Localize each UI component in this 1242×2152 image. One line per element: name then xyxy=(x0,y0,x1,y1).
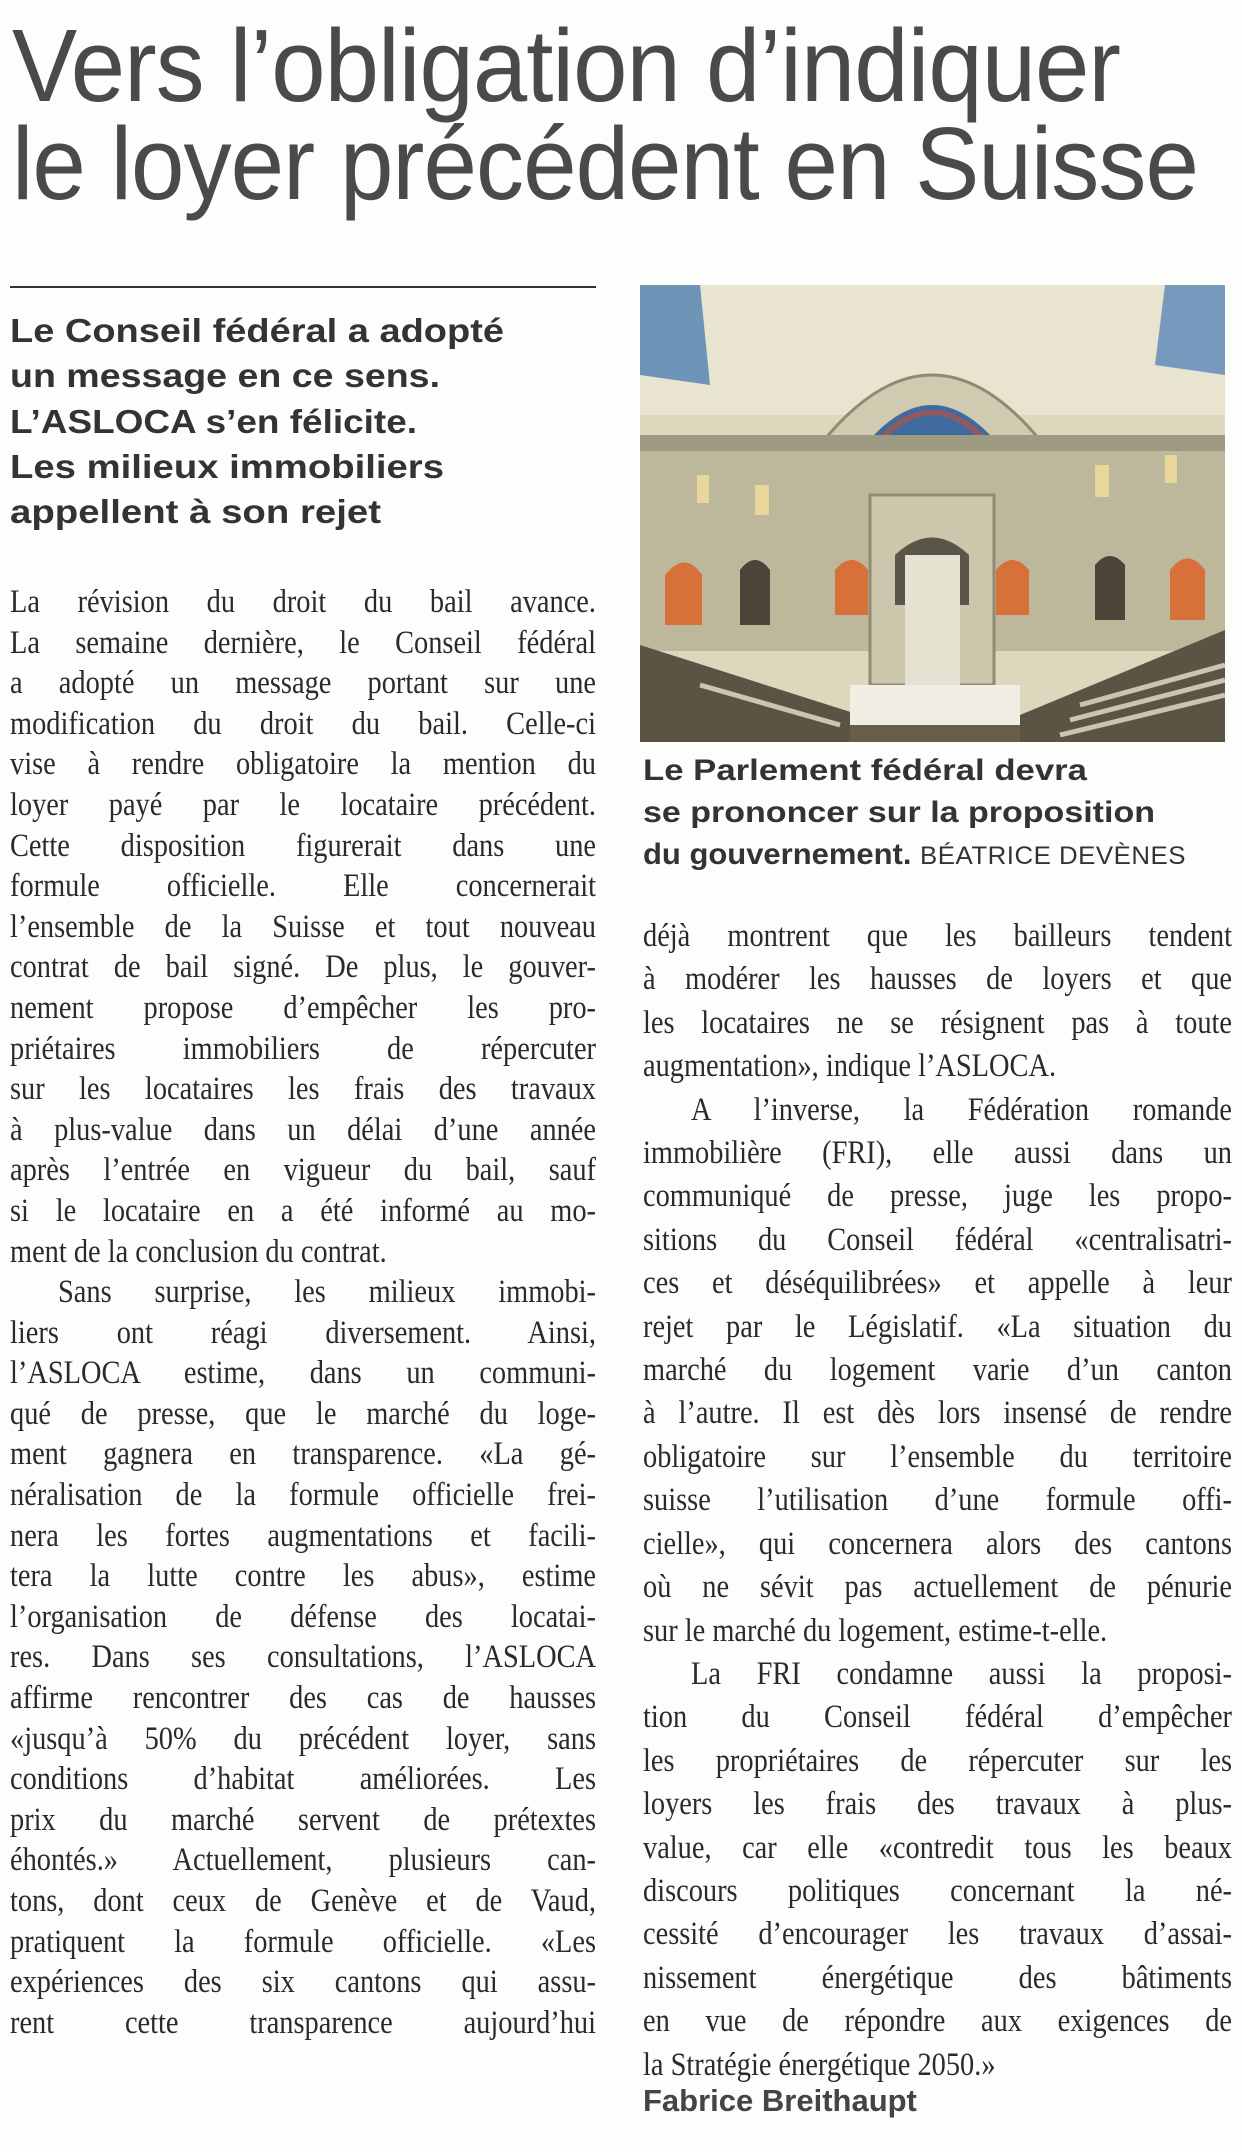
text-line: ment gagnera en transparence. «La gé- xyxy=(10,1436,596,1473)
deck-line: un message en ce sens. xyxy=(10,357,440,395)
text-line: nement propose d’empêcher les pro- xyxy=(10,989,597,1026)
photo-credit: BÉATRICE DEVÈNES xyxy=(920,842,1186,870)
text-line: tons, dont ceux de Genève et de Vaud, xyxy=(10,1883,596,1919)
caption-text: du gouvernement. xyxy=(643,838,912,871)
text-line: vise à rendre obligatoire la mention du xyxy=(10,746,596,783)
text-line: les locataires ne se résignent pas à toute xyxy=(643,1004,1232,1041)
text-line: La révision du droit du bail avance. xyxy=(10,584,596,620)
caption-line: se prononcer sur la proposition xyxy=(643,796,1155,829)
text-line: déjà montrent que les bailleurs tendent xyxy=(643,918,1233,954)
text-line: pratiquent la formule officielle. «Les xyxy=(10,1923,596,1960)
text-line: après l’entrée en vigueur du bail, sauf xyxy=(10,1152,597,1189)
article-column-left xyxy=(10,582,596,2043)
text-line: La FRI condamne aussi la proposi- xyxy=(691,1655,1233,1692)
text-line: rent cette transparence aujourd’hui xyxy=(10,2004,596,2041)
text-line: cessité d’encourager les travaux d’assai- xyxy=(643,1916,1232,1953)
caption-line: Le Parlement fédéral devra xyxy=(643,754,1087,787)
text-line: Cette disposition figurerait dans une xyxy=(10,827,597,864)
text-line: éhontés.» Actuellement, plusieurs can- xyxy=(10,1842,597,1879)
deck-line: Les milieux immobiliers xyxy=(10,447,444,485)
stained-glass-left xyxy=(640,285,710,385)
text-line: a adopté un message portant sur une xyxy=(10,665,597,702)
lead-deck xyxy=(10,308,504,534)
text-line: à modérer les hausses de loyers et que xyxy=(643,961,1233,998)
deck-line: appellent à son rejet xyxy=(10,493,381,531)
text-line: augmentation», indique l’ASLOCA. xyxy=(643,1048,1057,1085)
parliament-hall-photo xyxy=(640,285,1225,742)
article-column-right xyxy=(643,915,1232,2087)
headline xyxy=(12,8,1242,221)
headline-line-2: le loyer précédent en Suisse xyxy=(12,106,1198,221)
text-line: liers ont réagi diversement. Ainsi, xyxy=(10,1314,597,1351)
text-line: à l’autre. Il est dès lors insensé de rendre xyxy=(643,1395,1232,1432)
text-line: obligatoire sur l’ensemble du territoire xyxy=(643,1438,1232,1475)
text-line: sur le marché du logement, estime-t-elle. xyxy=(643,1612,1108,1649)
text-line: à plus-value dans un délai d’une année xyxy=(10,1111,596,1148)
text-line: modification du droit du bail. Celle-ci xyxy=(10,705,596,742)
text-line: formule officielle. Elle concernerait xyxy=(10,868,596,905)
text-line: en vue de répondre aux exigences de xyxy=(643,2003,1233,2040)
text-line: A l’inverse, la Fédération romande xyxy=(691,1091,1232,1128)
text-line: l’organisation de défense des locatai- xyxy=(10,1598,596,1635)
text-line: l’ASLOCA estime, dans un communi- xyxy=(10,1355,596,1392)
text-line: contrat de bail signé. De plus, le gouver- xyxy=(10,949,596,986)
text-line: prix du marché servent de prétextes xyxy=(10,1801,596,1838)
headline-line-1: Vers l’obligation d’indiquer xyxy=(12,8,1120,123)
deck-line: Le Conseil fédéral a adopté xyxy=(10,312,504,349)
text-line: conditions d’habitat améliorées. Les xyxy=(10,1761,597,1798)
text-line: néralisation de la formule officielle frei- xyxy=(10,1477,596,1514)
statue-group xyxy=(905,555,960,685)
deck-divider xyxy=(10,286,596,288)
text-line: cielle», qui concernera alors des cantons xyxy=(643,1525,1232,1562)
stained-glass-right xyxy=(1155,285,1225,375)
text-line: nera les fortes augmentations et facili- xyxy=(10,1517,596,1554)
text-line: sur les locataires les frais des travaux xyxy=(10,1071,596,1108)
deck-line: L’ASLOCA s’en félicite. xyxy=(10,402,417,440)
text-line: immobilière (FRI), elle aussi dans un xyxy=(643,1135,1233,1172)
caption-line xyxy=(643,834,1186,877)
text-line: affirme rencontrer des cas de hausses xyxy=(10,1680,596,1717)
text-line: rejet par le Législatif. «La situation du xyxy=(643,1308,1233,1345)
text-line: Sans surprise, les milieux immobi- xyxy=(58,1274,596,1311)
text-line: les propriétaires de répercuter sur les xyxy=(643,1742,1233,1779)
text-line: la Stratégie énergétique 2050.» xyxy=(643,2046,996,2083)
text-line: ces et déséquilibrées» et appelle à leur xyxy=(643,1265,1233,1302)
text-line: si le locataire en a été informé au mo- xyxy=(10,1192,596,1229)
photo-caption xyxy=(643,750,1186,877)
text-line: «jusqu’à 50% du précédent loyer, sans xyxy=(10,1720,596,1757)
text-line: discours politiques concernant la né- xyxy=(643,1872,1232,1909)
text-line: l’ensemble de la Suisse et tout nouveau xyxy=(10,908,596,945)
text-line: sitions du Conseil fédéral «centralisatri- xyxy=(643,1221,1233,1258)
text-line: communiqué de presse, juge les propo- xyxy=(643,1178,1232,1215)
text-line: marché du logement varie d’un canton xyxy=(643,1352,1232,1389)
text-line: value, car elle «contredit tous les beaux xyxy=(643,1829,1232,1866)
text-line: La semaine dernière, le Conseil fédéral xyxy=(10,624,596,661)
text-line: loyer payé par le locataire précédent. xyxy=(10,786,596,823)
text-line: loyers les frais des travaux à plus- xyxy=(643,1786,1233,1823)
text-line: priétaires immobiliers de répercuter xyxy=(10,1030,596,1067)
text-line: tion du Conseil fédéral d’empêcher xyxy=(643,1699,1233,1736)
text-line: nissement énergétique des bâtiments xyxy=(643,1959,1233,1996)
text-line: tera la lutte contre les abus», estime xyxy=(10,1558,596,1595)
author-byline: Fabrice Breithaupt xyxy=(643,2083,917,2118)
text-line: qué de presse, que le marché du loge- xyxy=(10,1395,596,1432)
text-line: res. Dans ses consultations, l’ASLOCA xyxy=(10,1639,596,1676)
text-line: où ne sévit pas actuellement de pénurie xyxy=(643,1569,1233,1606)
text-line: suisse l’utilisation d’une formule offi- xyxy=(643,1482,1233,1519)
text-line: ment de la conclusion du contrat. xyxy=(10,1233,387,1270)
text-line: expériences des six cantons qui assu- xyxy=(10,1964,597,2001)
